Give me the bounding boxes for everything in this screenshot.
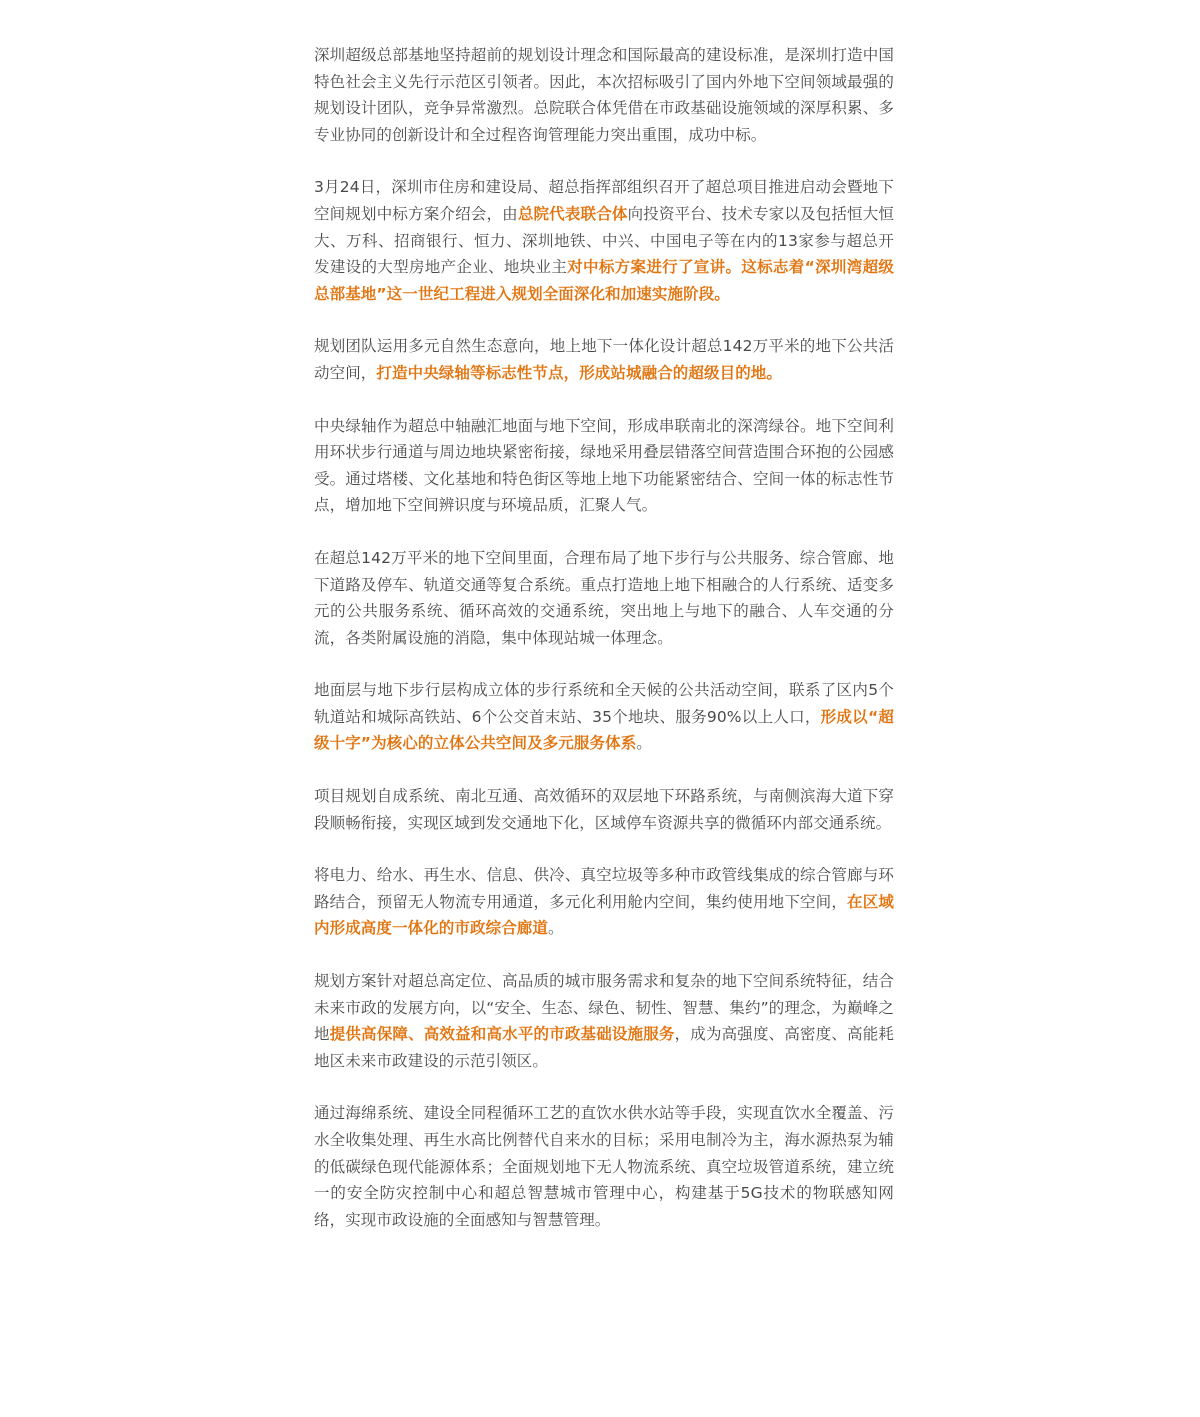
paragraph-text: 通过海绵系统、建设全同程循环工艺的直饮水供水站等手段，实现直饮水全覆盖、污水全收集处理、再生水高比例替代自来水的目标；采用电制冷为主，海水源热泵为辅的低碳绿色现代能源体系；全面规划地下无人物流系统、真空垃圾管道系统，建立统一的安全防灾控制中心和超总智慧城市管理中心，构建基于5G技术的物联感知网络，实现市政设施的全面感知与智慧管理。 [314,1104,894,1229]
paragraph-text: 。 [548,919,564,938]
highlight-text: 打造中央绿轴等标志性节点，形成站城融合的超级目的地。 [376,363,783,382]
paragraph-ecological-design [314,333,894,386]
highlight-text: 形成以“超级十字”为核心的立体公共空间及多元服务体系 [314,707,894,753]
highlight-text: 在区域内形成高度一体化的市政综合廊道 [314,892,894,938]
paragraph-text: 项目规划自成系统、南北互通、高效循环的双层地下环路系统，与南侧滨海大道下穿段顺畅衔接，实现区域到发交通地下化，区域停车资源共享的微循环内部交通系统。 [314,787,894,832]
paragraph-municipal-services [314,968,894,1074]
paragraph-text: 中央绿轴作为超总中轴融汇地面与地下空间，形成串联南北的深湾绿谷。地下空间利用环状步行通道与周边地块紧密衔接，绿地采用叠层错落空间营造围合环抱的公园感受。通过塔楼、文化基地和特色街区等地上地下功能紧密结合、空间一体的标志性节点，增加地下空间辨识度与环境品质，汇聚人气。 [314,416,894,515]
paragraph-text: 在超总142万平米的地下空间里面，合理布局了地下步行与公共服务、综合管廊、地下道路及停车、轨道交通等复合系统。重点打造地上地下相融合的人行系统、适变多元的公共服务系统、循环高效的交通系统，突出地上与地下的融合、人车交通的分流，各类附属设施的消隐，集中体现站城一体理念。 [314,548,894,647]
paragraph-text: 地面层与地下步行层构成立体的步行系统和全天候的公共活动空间，联系了区内5个轨道站和城际高铁站、6个公交首末站、35个地块、服务90%以上人口， [314,681,894,726]
highlight-text: 提供高保障、高效益和高水平的市政基础设施服务 [329,1025,675,1044]
paragraph-text: 规划方案针对超总高定位、高品质的城市服务需求和复杂的地下空间系统特征，结合未来市政的发展方向，以“安全、生态、绿色、韧性、智慧、集约”的理念，为巅峰之地 [314,972,894,1044]
paragraph-text: 向投资平台、技术专家以及包括恒大恒大、万科、招商银行、恒力、深圳地铁、中兴、中国电子等在内的13家参与超总开发建设的大型房地产企业、地块业主 [314,204,894,277]
paragraph-text: 。 [636,734,652,753]
paragraph-green-axis [314,413,894,519]
paragraph-bid-intro [314,42,894,148]
highlight-text: 对中标方案进行了宣讲。这标志着“深圳湾超级总部基地”这一世纪工程进入规划全面深化和加速实施阶段。 [314,258,894,303]
paragraph-ring-road [314,783,894,836]
paragraph-pedestrian-system [314,677,894,757]
paragraph-text: 深圳超级总部基地坚持超前的规划设计理念和国际最高的建设标准，是深圳打造中国特色社会主义先行示范区引领者。因此，本次招标吸引了国内外地下空间领域最强的规划设计团队，竞争异常激烈。总院联合体凭借在市政基础设施领域的深厚积累、多专业协同的创新设计和全过程咨询管理能力突出重围，成功中标。 [314,46,894,144]
paragraph-text: 规划团队运用多元自然生态意向，地上地下一体化设计超总142万平米的地下公共活动空间， [314,337,894,382]
paragraph-text: ，成为高强度、高密度、高能耗地区未来市政建设的示范引领区。 [314,1025,894,1070]
paragraph-utility-tunnel [314,862,894,942]
paragraph-text: 将电力、给水、再生水、信息、供冷、真空垃圾等多种市政管线集成的综合管廊与环路结合，预留无人物流专用通道，多元化利用舱内空间，集约使用地下空间， [314,866,894,911]
paragraph-underground-systems [314,545,894,651]
article-body [314,42,894,1233]
highlight-text: 总院代表联合体 [517,204,628,223]
paragraph-smart-infrastructure [314,1100,894,1233]
paragraph-kickoff-meeting [314,174,894,307]
paragraph-text: 3月24日，深圳市住房和建设局、超总指挥部组织召开了超总项目推进启动会暨地下空间规划中标方案介绍会，由 [314,178,894,223]
